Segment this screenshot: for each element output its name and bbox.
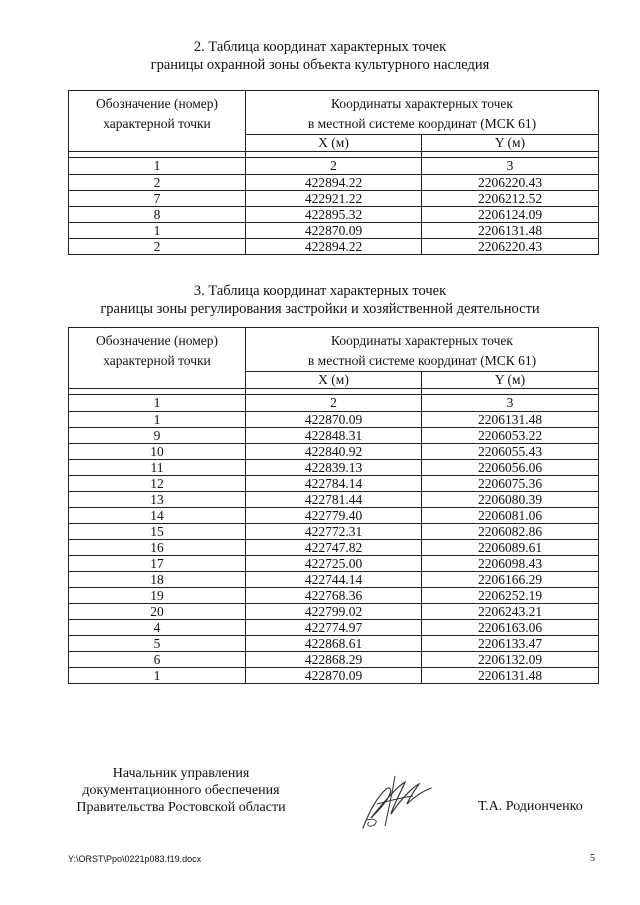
point-number-cell: 16 [69,540,246,556]
x-coordinate-cell: 422894.22 [246,175,422,191]
table-row [69,460,599,476]
point-number-cell: 10 [69,444,246,460]
y-coordinate-cell: 2206131.48 [422,223,599,239]
point-header [69,328,246,389]
table-row [69,636,599,652]
x-coordinate-cell: 422839.13 [246,460,422,476]
coords-header-line2: в местной системе координат (МСК 61) [307,116,537,131]
x-coordinate-cell: 422781.44 [246,492,422,508]
point-number-cell: 19 [69,588,246,604]
point-header-line1: Обозначение (номер) [96,96,218,111]
point-number-cell: 7 [69,191,246,207]
table2-title-line1: 3. Таблица координат характерных точек [193,283,447,299]
table-row [69,620,599,636]
x-coordinate-cell: 422840.92 [246,444,422,460]
point-header-line2: характерной точки [103,353,211,368]
x-coordinate-cell: 422868.29 [246,652,422,668]
y-coordinate-cell: 2206243.21 [422,604,599,620]
table-row [69,652,599,668]
x-coordinate-cell: 422725.00 [246,556,422,572]
x-coordinate-cell: 422774.97 [246,620,422,636]
coords-header-line1: Координаты характерных точек [331,96,513,111]
table-row [69,588,599,604]
table-row [69,175,599,191]
y-coordinate-cell: 2206081.06 [422,508,599,524]
y-coordinate-cell: 2206212.52 [422,191,599,207]
coords-header [246,91,599,135]
y-coordinate-cell: 2206080.39 [422,492,599,508]
y-coordinate-cell: 2206133.47 [422,636,599,652]
y-coordinate-cell: 2206082.86 [422,524,599,540]
signatory-name: Т.А. Родионченко [478,799,583,814]
x-header: X (м) [246,372,422,389]
point-number-cell: 14 [69,508,246,524]
signatory-position [62,765,300,816]
x-header: X (м) [246,135,422,152]
table2-title [0,282,640,318]
table-row [69,428,599,444]
point-number-cell: 2 [69,239,246,255]
table-row [69,604,599,620]
column-number: 1 [69,158,246,175]
position-line1: Начальник управления [112,766,250,781]
position-line2: документационного обеспечения [82,783,280,798]
x-coordinate-cell: 422894.22 [246,239,422,255]
point-number-cell: 5 [69,636,246,652]
table-row [69,239,599,255]
y-coordinate-cell: 2206089.61 [422,540,599,556]
table-row [69,207,599,223]
y-coordinate-cell: 2206220.43 [422,175,599,191]
x-coordinate-cell: 422895.32 [246,207,422,223]
y-coordinate-cell: 2206098.43 [422,556,599,572]
table-row [69,191,599,207]
point-number-cell: 1 [69,668,246,684]
point-number-cell: 11 [69,460,246,476]
x-coordinate-cell: 422799.02 [246,604,422,620]
coords-header-line2: в местной системе координат (МСК 61) [307,353,537,368]
y-coordinate-cell: 2206252.19 [422,588,599,604]
x-coordinate-cell: 422779.40 [246,508,422,524]
position-line3: Правительства Ростовской области [76,800,286,815]
table1-title-line2: границы охранной зоны объекта культурного наследия [150,57,490,73]
table-row [69,668,599,684]
point-number-cell: 20 [69,604,246,620]
table2-title-line2: границы зоны регулирования застройки и хозяйственной деятельности [100,301,540,317]
table-row [69,508,599,524]
column-number: 3 [422,395,599,412]
table-row [69,524,599,540]
coords-header-line1: Координаты характерных точек [331,333,513,348]
x-coordinate-cell: 422870.09 [246,223,422,239]
file-path: Y:\ORST\Ppo\0221p083.f19.docx [68,854,202,864]
coords-header [246,328,599,372]
x-coordinate-cell: 422768.36 [246,588,422,604]
y-coordinate-cell: 2206055.43 [422,444,599,460]
point-number-cell: 1 [69,223,246,239]
table-row [69,444,599,460]
point-header-line1: Обозначение (номер) [96,333,218,348]
point-number-cell: 9 [69,428,246,444]
x-coordinate-cell: 422848.31 [246,428,422,444]
x-coordinate-cell: 422772.31 [246,524,422,540]
table1-coordinates [68,90,599,255]
point-number-cell: 6 [69,652,246,668]
table-row [69,476,599,492]
y-coordinate-cell: 2206053.22 [422,428,599,444]
point-number-cell: 13 [69,492,246,508]
table-row [69,223,599,239]
point-number-cell: 1 [69,412,246,428]
table2-coordinates [68,327,599,684]
column-number: 1 [69,395,246,412]
y-coordinate-cell: 2206132.09 [422,652,599,668]
table-row [69,492,599,508]
point-number-cell: 18 [69,572,246,588]
point-header [69,91,246,152]
column-number: 3 [422,158,599,175]
x-coordinate-cell: 422747.82 [246,540,422,556]
table1-title-line1: 2. Таблица координат характерных точек [193,39,447,55]
point-number-cell: 17 [69,556,246,572]
y-coordinate-cell: 2206131.48 [422,412,599,428]
x-coordinate-cell: 422784.14 [246,476,422,492]
point-number-cell: 12 [69,476,246,492]
point-number-cell: 4 [69,620,246,636]
y-coordinate-cell: 2206163.06 [422,620,599,636]
table-row [69,572,599,588]
x-coordinate-cell: 422870.09 [246,668,422,684]
point-number-cell: 2 [69,175,246,191]
x-coordinate-cell: 422868.61 [246,636,422,652]
point-header-line2: характерной точки [103,116,211,131]
point-number-cell: 15 [69,524,246,540]
y-header: Y (м) [422,372,599,389]
y-coordinate-cell: 2206166.29 [422,572,599,588]
y-coordinate-cell: 2206124.09 [422,207,599,223]
column-number: 2 [246,395,422,412]
x-coordinate-cell: 422870.09 [246,412,422,428]
y-coordinate-cell: 2206220.43 [422,239,599,255]
table-row [69,540,599,556]
table1-title [0,38,640,74]
handwritten-signature [355,768,435,832]
page-number: 5 [590,853,595,864]
x-coordinate-cell: 422744.14 [246,572,422,588]
column-number: 2 [246,158,422,175]
y-coordinate-cell: 2206075.36 [422,476,599,492]
table-row [69,556,599,572]
point-number-cell: 8 [69,207,246,223]
y-header: Y (м) [422,135,599,152]
table-row [69,412,599,428]
x-coordinate-cell: 422921.22 [246,191,422,207]
y-coordinate-cell: 2206056.06 [422,460,599,476]
y-coordinate-cell: 2206131.48 [422,668,599,684]
